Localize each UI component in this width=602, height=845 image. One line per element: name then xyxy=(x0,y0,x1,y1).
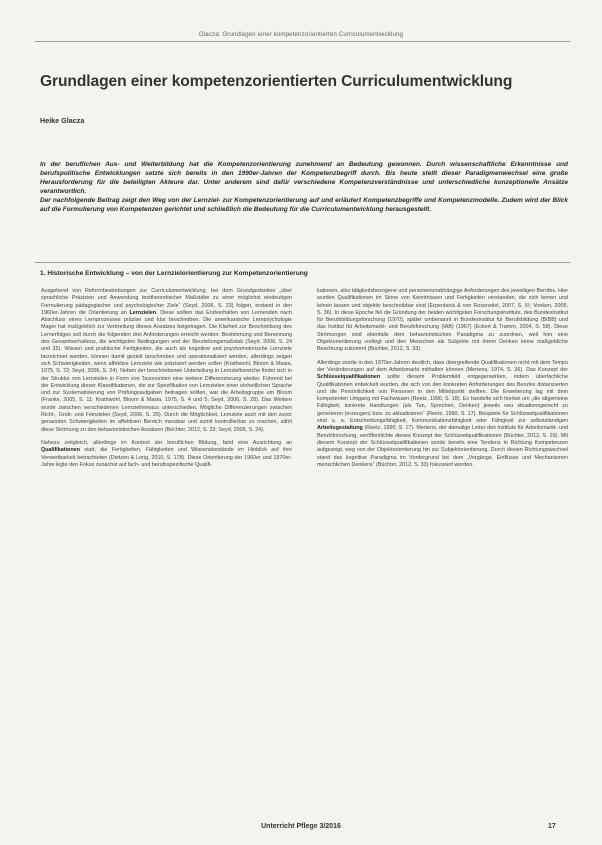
text-run: . Diese sollten das Endverhalten von Lernenden nach Abschluss eines Lernprozesses präzise und klar beschreiben. Die amerikanische Lernpsychologie Mager hat maßgeblich zur Verbreitung dieses Ansatzes beigetragen. Die Klarheit zur Beschreibung des Lernerfolges soll durch die folgenden drei Anforderungen erreicht werden: Bestimmung und Benennung des Gesamtverhaltens, die wichtigsten Bedingungen und der Beurteilungsmaßstab (Seyd, 2006, S. 24 und 25). Wissen und praktische Fertigkeiten, die auch als kognitive und psychomotorische Lernziele bezeichnet werden, können damit gezielt beschrieben und operationalisiert werden, allerdings zeigen sich Schwierigkeiten, wenn affektive Lernziele wie präzisiert werden sollen (Krathwohl, Bloom & Masia, 1975, S. 72; Seyd, 2006, S. 24). Neben der beschriebenen Unterteilung in Lernzielbereiche findet sich in der Struktur von Lernzielen in Form von Taxonomien eine weitere Differenzierung wieder. Führend bei der Entwicklung dieser Klassifikationen, die zur Spezifikation von Lernzielen einer einheitlichen Sprache und zur Systematisierung von Prüfungsaufgaben beitragen sollten, war die Arbeitsgruppe um Bloom (Franke, 2005, S. 11; Krathwohl, Bloom & Masia, 1975, S. 4 und 5; Seyd, 2006, S. 28). Das Weitere wurde zwischen verschiedenen Lernzielniveaus unterschieden. Mögliche Differenzierungen zwischen Richt-, Grob- und Feinzielen (Seyd, 2006, S. 25). Durch die Möglichkeit, Lernziele auch mit den zuvor genannten Schwierigkeiten im affektiven Bereich messbar und somit kontrollierbar zu machen, zählt diese Strömung zu den behavioristischen Ansätzen (Büchter, 2012, S. 33; Seyd, 2006, S. 24). xyxy=(41,309,292,433)
right-column xyxy=(317,288,568,475)
body-paragraph xyxy=(41,440,292,469)
footer-journal-title: Unterricht Pflege 3/2016 xyxy=(261,823,341,830)
bold-term: Arbeitsgestaltung xyxy=(317,425,363,432)
section-rule xyxy=(35,262,570,263)
abstract xyxy=(40,160,568,215)
header-rule xyxy=(35,41,570,42)
body-paragraph xyxy=(317,360,568,469)
running-head: Glacza: Grundlagen einer kompetenzorientierten Curriculumentwicklung xyxy=(198,31,404,38)
text-run: Ausgehend von Reformbestrebungen zur Curriculumentwicklung, bei dem Grundgedanken „über sprachliche Präzision und Anwendung testtheoretischer Maßstäbe zu einer möglichst eindeutigen Formulierung pädagogischer und psychologischer Ziele“ (Seyd, 2006, S. 23) folgen, erstand in den 1960er-Jahren die Orientierung an xyxy=(41,288,292,316)
bold-term: Schlüsselqualifikationen xyxy=(317,374,381,381)
bold-term: Lernzielen xyxy=(129,309,157,316)
page-number: 17 xyxy=(548,823,556,830)
section-heading: 1. Historische Entwicklung – von der Lernzielorientierung zur Kompetenzorientierung xyxy=(40,270,308,277)
text-run: statt, die Fertigkeiten, Fähigkeiten und Wissensbestände im Hinblick auf ihre Verwertbarkeit betrachteten (Dietzen & Lorig, 2010, S. 178). Diese Orientierung der 1960er und 1970er-Jahre legte den Fokus zunächst auf fach- und berufsspezifische Qualifi- xyxy=(41,447,292,468)
author-name: Heike Glacza xyxy=(40,116,85,125)
text-run: Allerdings wurde in den 1970er-Jahren deutlich, dass übergreifende Qualifikationen nicht mit dem Tempo der Veränderungen auf dem Arbeitsmarkt mithalten können (Mertens, 1974, S. 36). Das Konzept der xyxy=(317,359,568,373)
abstract-paragraph: In der beruflichen Aus- und Weiterbildung hat die Kompetenzorientierung zunehmend an Bedeutung gewonnen. Durch wissenschaftliche Erkenntnisse und berufspolitische Entwicklungen setzte sich bereits in den 1990er-Jahren der Kompetenzbegriff durch. Bis heute stellt dieser Paradigmenwechsel eine große Herausforderung für die beteiligten Akteure dar. Unter anderem sind dafür verschiedene Kompetenzverständnisse und unterschiedliche konzeptionelle Ansätze verantwortlich. xyxy=(40,161,568,196)
text-run: Nahezu zeitgleich, allerdings im Kontext der beruflichen Bildung, fand eine Ausrichtung an xyxy=(41,439,292,446)
article-title: Grundlagen einer kompetenzorientierten Curriculumentwicklung xyxy=(40,73,513,90)
left-column xyxy=(41,288,292,475)
abstract-paragraph: Der nachfolgende Beitrag zeigt den Weg von der Lernziel- zur Kompetenzorientierung auf und erläutert Kompetenzbegriffe und Kompetenzmodelle. Zudem wird der Blick auf die Formulierung von Kompetenzen gerichtet und schließlich die Bedeutung für die Curriculumentwicklung herausgestellt. xyxy=(40,197,568,214)
body-paragraph: kationen, also tätigkeitsbezogene und personenunabhängige Anforderungen des jeweiligen Berufes. Hier wurden Qualifikationen im Sinne von Kenntnissen und Fertigkeiten verstanden, die sich lernen und lehren lassen und objektiv beschreibbar sind (Erpenbeck & von Rosenstiel, 2007, S. XI; Vonken, 2005, S. 36). In diese Epoche fiel die Gründung der beiden wichtigsten Forschungsinstitute, des Bundesinstitut für Berufsbildungsforschung (1970), später umbenannt in Bundesinstitut für Berufsbildung (BIBB) und das Institut für Arbeitsmarkt- und Berufsforschung (IAB) (1967) (Eckert & Tramm, 2004, S. 58). Diese Strömungen sind ebenfalls dem behavioristischen Paradigma zu zuordnen, weil hier eine Objektorientierung vorliegt und den Menschen als Subjekte mit ihrem Denken keine maßgebliche Beachtung zukommt (Büchter, 2012, S. 33). xyxy=(317,288,568,353)
body-paragraph xyxy=(41,288,292,434)
text-run: (Reetz, 1990, S. 17). Mertens, der damalige Leiter des Instituts für Arbeitsmarkt- und Berufsforschung, veröffentlichte dieses Konzept der Schlüsselqualifikationen (Büchter, 2012, S. 29). Mit diesem Konzept der Schlüsselqualifikationen wurde bereits eine Tendenz in Richtung Kompetenzen aufgezeigt, weg von der Objektorientierung hin zur Subjektorientierung. Durch diesen Richtungswechsel stand das kognitive Paradigma im Vordergrund bei dem „Vorgänge, Einflüsse und Mechanismen menschlichen Denkens“ (Büchter, 2012, S. 33) fokussiert wurden. xyxy=(317,425,568,468)
bold-term: Qualifikationen xyxy=(41,447,80,454)
text-run: sollte diesem Problemfeld entgegenwirken, indem überfachliche Qualifikationen entwickelt wurden, die sich von den konkreten Anforderungen des Berufes distanzierten und die Persönlichkeit von Personen in den Mittelpunkt stellten. Die Erweiterung lag mit dem kompetenten Umgang mit Fachwissen (Reetz, 1990, S. 18). Es handelte sich hierbei um „die allgemeine Fähigkeit, konkrete Handlungen (als Tun, Sprechen, Denken) jeweils neu situationsgerecht zu generieren (erzeugen) bzw. zu aktualisieren“ (Reetz, 1990, S. 17). Beispiele für Schlüsselqualifikationen sind u. a. Entscheidungsfähigkeit, Kommunikationsfähigkeit oder Fähigkeit zur selbstständigen xyxy=(317,374,568,425)
